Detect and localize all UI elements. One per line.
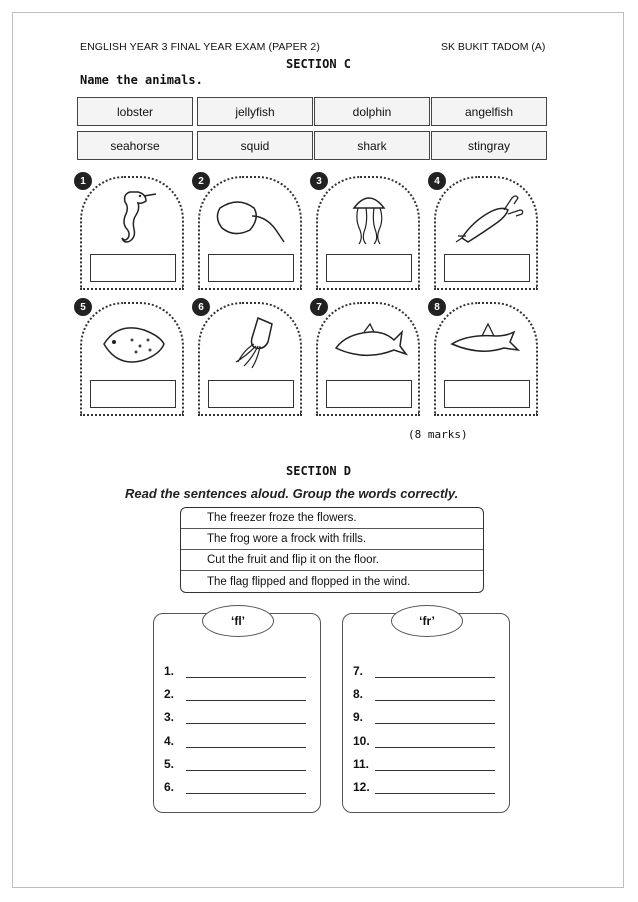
line-number: 3. (164, 710, 175, 724)
animal-number: 2 (192, 172, 210, 190)
animal-card (198, 302, 302, 416)
answer-line[interactable] (164, 757, 306, 771)
animal-card (434, 176, 538, 290)
animal-card (198, 176, 302, 290)
answer-line[interactable] (164, 687, 306, 701)
animal-card (316, 176, 420, 290)
section-c-marks: (8 marks) (408, 428, 468, 441)
answer-box[interactable] (326, 380, 412, 408)
jellyfish-icon (330, 188, 408, 248)
line-number: 2. (164, 687, 175, 701)
section-c-title: SECTION C (286, 57, 352, 71)
angelfish-icon (94, 314, 172, 374)
group-box-fr (342, 613, 510, 813)
line-number: 5. (164, 757, 175, 771)
answer-line[interactable] (164, 734, 306, 748)
animal-card (80, 302, 184, 416)
answer-box[interactable] (90, 254, 176, 282)
line-number: 8. (353, 687, 364, 701)
word-box: angelfish (431, 97, 547, 126)
answer-line[interactable] (353, 710, 495, 724)
dolphin-icon (330, 314, 408, 374)
line-number: 9. (353, 710, 364, 724)
answer-box[interactable] (444, 380, 530, 408)
word-box: squid (197, 131, 313, 160)
line-number: 10. (353, 734, 370, 748)
section-d-title: SECTION D (286, 464, 352, 478)
line-number: 12. (353, 780, 370, 794)
squid-icon (212, 314, 290, 374)
header-exam-title: ENGLISH YEAR 3 FINAL YEAR EXAM (PAPER 2) (80, 41, 320, 53)
answer-line[interactable] (353, 780, 495, 794)
line-number: 4. (164, 734, 175, 748)
line-number: 11. (353, 757, 370, 771)
sentence: The frog wore a frock with frills. (181, 529, 483, 550)
word-box: shark (314, 131, 430, 160)
seahorse-icon (94, 188, 172, 248)
answer-line[interactable] (353, 734, 495, 748)
word-box: lobster (77, 97, 193, 126)
group-label: ‘fr’ (391, 605, 463, 637)
answer-box[interactable] (90, 380, 176, 408)
word-box: seahorse (77, 131, 193, 160)
animal-number: 1 (74, 172, 92, 190)
stingray-icon (212, 188, 290, 248)
answer-box[interactable] (208, 254, 294, 282)
shark-icon (448, 314, 526, 374)
animal-number: 7 (310, 298, 328, 316)
sentence-box (180, 507, 484, 593)
animal-number: 8 (428, 298, 446, 316)
animal-picture-grid (70, 170, 554, 425)
answer-line[interactable] (353, 687, 495, 701)
answer-line[interactable] (353, 664, 495, 678)
animal-card (434, 302, 538, 416)
animal-card (80, 176, 184, 290)
section-c-instruction: Name the animals. (80, 73, 203, 87)
group-box-fl (153, 613, 321, 813)
answer-line[interactable] (164, 780, 306, 794)
sentence: Cut the fruit and flip it on the floor. (181, 550, 483, 571)
sentence: The freezer froze the flowers. (181, 508, 483, 529)
answer-box[interactable] (444, 254, 530, 282)
answer-box[interactable] (208, 380, 294, 408)
lobster-icon (448, 188, 526, 248)
animal-number: 6 (192, 298, 210, 316)
line-number: 7. (353, 664, 364, 678)
line-number: 6. (164, 780, 175, 794)
animal-number: 5 (74, 298, 92, 316)
section-d-instruction: Read the sentences aloud. Group the words correctly. (125, 486, 459, 501)
animal-number: 3 (310, 172, 328, 190)
answer-box[interactable] (326, 254, 412, 282)
word-box: jellyfish (197, 97, 313, 126)
word-box: dolphin (314, 97, 430, 126)
group-label: ‘fl’ (202, 605, 274, 637)
answer-line[interactable] (164, 664, 306, 678)
sentence: The flag flipped and flopped in the wind. (207, 575, 411, 588)
line-number: 1. (164, 664, 175, 678)
animal-card (316, 302, 420, 416)
animal-number: 4 (428, 172, 446, 190)
answer-line[interactable] (353, 757, 495, 771)
answer-line[interactable] (164, 710, 306, 724)
header-school-name: SK BUKIT TADOM (A) (441, 41, 546, 53)
word-box: stingray (431, 131, 547, 160)
